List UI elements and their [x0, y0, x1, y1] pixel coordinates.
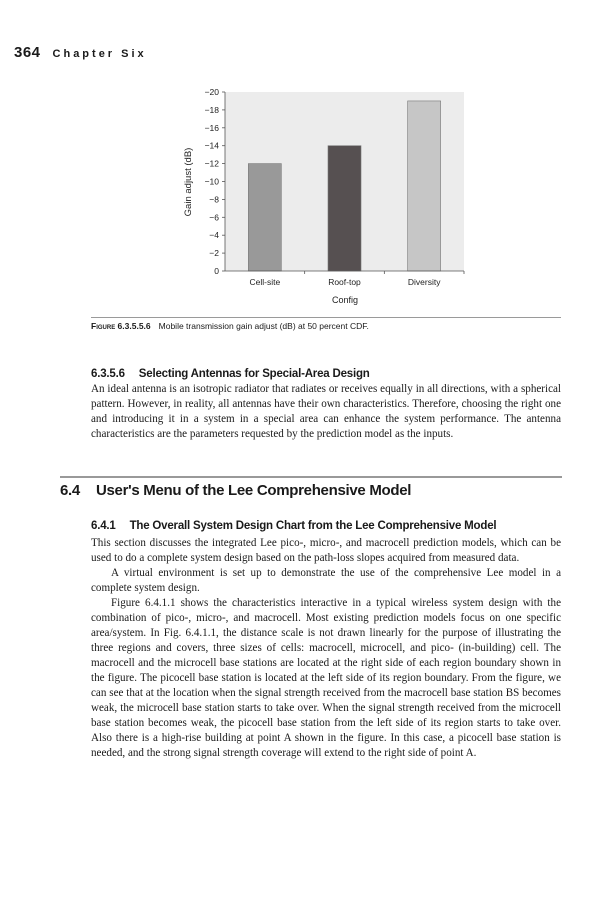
paragraph-text: Figure 6.4.1.1 shows the characteristics interactive in a typical wireless system design with the combination of pico-, micro-, and macrocell. Most existing prediction models focus on one specific area/system. In Fig. 6.4.1.1, the distance scale is not drawn linearly for the purpose of illustrating the three regions and covers, three sizes of cells: macrocell, microcell, and pico- (in-building) cell. The macrocell and the microcell base stations are located at the right side of each region boundary shown in the figure. The picocell base station is located at the left side of its region boundary. From the figure, we can see that at the location when the signal strength received from the macrocell base station BS becomes weak, the microcell base station starts to take over. When the signal strength received from the microcell base station becomes weak, the picocell base station from the left side of its region starts to take over. Also there is a high-rise building at point A shown in the figure. In this case, a picocell base station is needed, and the strong signal strength coverage will extend to the right side of point A. — [91, 597, 561, 759]
paragraph-antennas — [91, 382, 561, 442]
y-tick-label: −10 — [204, 176, 219, 187]
bar-cell-site — [248, 164, 281, 271]
body-text-641 — [91, 536, 561, 761]
subsection-heading-641 — [91, 520, 496, 532]
y-axis-ticks — [205, 87, 225, 276]
subsection-number: 6.3.5.6 — [91, 368, 125, 380]
section-number: 6.4 — [60, 482, 80, 499]
running-header — [14, 44, 147, 62]
x-tick-label: Roof-top — [328, 277, 361, 287]
y-tick-label: 0 — [214, 266, 219, 276]
bar-diversity — [408, 101, 441, 271]
subsection-title: Selecting Antennas for Special-Area Design — [138, 368, 370, 380]
paragraph-text: This section discusses the integrated Lee pico-, micro-, and macrocell prediction models, which can be used to do a complete system design based on the path-loss slopes acquired from measured data. — [91, 537, 561, 564]
x-tick-label: Diversity — [407, 277, 441, 287]
bar-chart — [170, 86, 470, 310]
x-tick-label: Cell-site — [249, 277, 281, 287]
y-tick-label: −8 — [209, 194, 219, 205]
subsection-title: The Overall System Design Chart from the Lee Comprehensive Model — [129, 520, 497, 532]
figure-caption — [91, 317, 561, 331]
y-axis-label: Gain adjust (dB) — [183, 147, 194, 217]
x-axis-label: Config — [331, 295, 359, 305]
subsection-heading-6356 — [91, 368, 370, 380]
section-rule — [60, 476, 562, 478]
figure-caption-label: Figure 6.3.5.5.6 — [91, 321, 151, 331]
y-tick-label: −16 — [204, 122, 219, 133]
chapter-title: Chapter Six — [52, 48, 147, 60]
page-number: 364 — [14, 44, 41, 61]
y-tick-label: −14 — [204, 140, 219, 151]
section-heading-64 — [60, 482, 411, 499]
subsection-number: 6.4.1 — [91, 520, 116, 532]
y-tick-label: −2 — [209, 248, 219, 259]
y-tick-label: −20 — [204, 87, 219, 97]
bar-roof-top — [328, 146, 361, 271]
y-tick-label: −4 — [209, 230, 219, 241]
section-title: User's Menu of the Lee Comprehensive Model — [95, 482, 412, 499]
paragraph-text: An ideal antenna is an isotropic radiator that radiates or receives equally in all directions, with a spherical pattern. However, in reality, all antennas have their own characteristics. Therefore, choosing the right one and introducing it in a system in a special area can enhance the system performance. The antenna characteristics are the parameters requested by the prediction model as the inputs. — [91, 383, 561, 440]
y-tick-label: −18 — [204, 104, 219, 115]
y-tick-label: −12 — [204, 158, 219, 169]
figure-caption-text: Mobile transmission gain adjust (dB) at 50 percent CDF. — [158, 321, 369, 331]
y-tick-label: −6 — [209, 212, 219, 223]
paragraph-text: A virtual environment is set up to demonstrate the use of the comprehensive Lee model in a complete system design. — [91, 567, 561, 594]
x-axis-ticks — [249, 271, 464, 287]
